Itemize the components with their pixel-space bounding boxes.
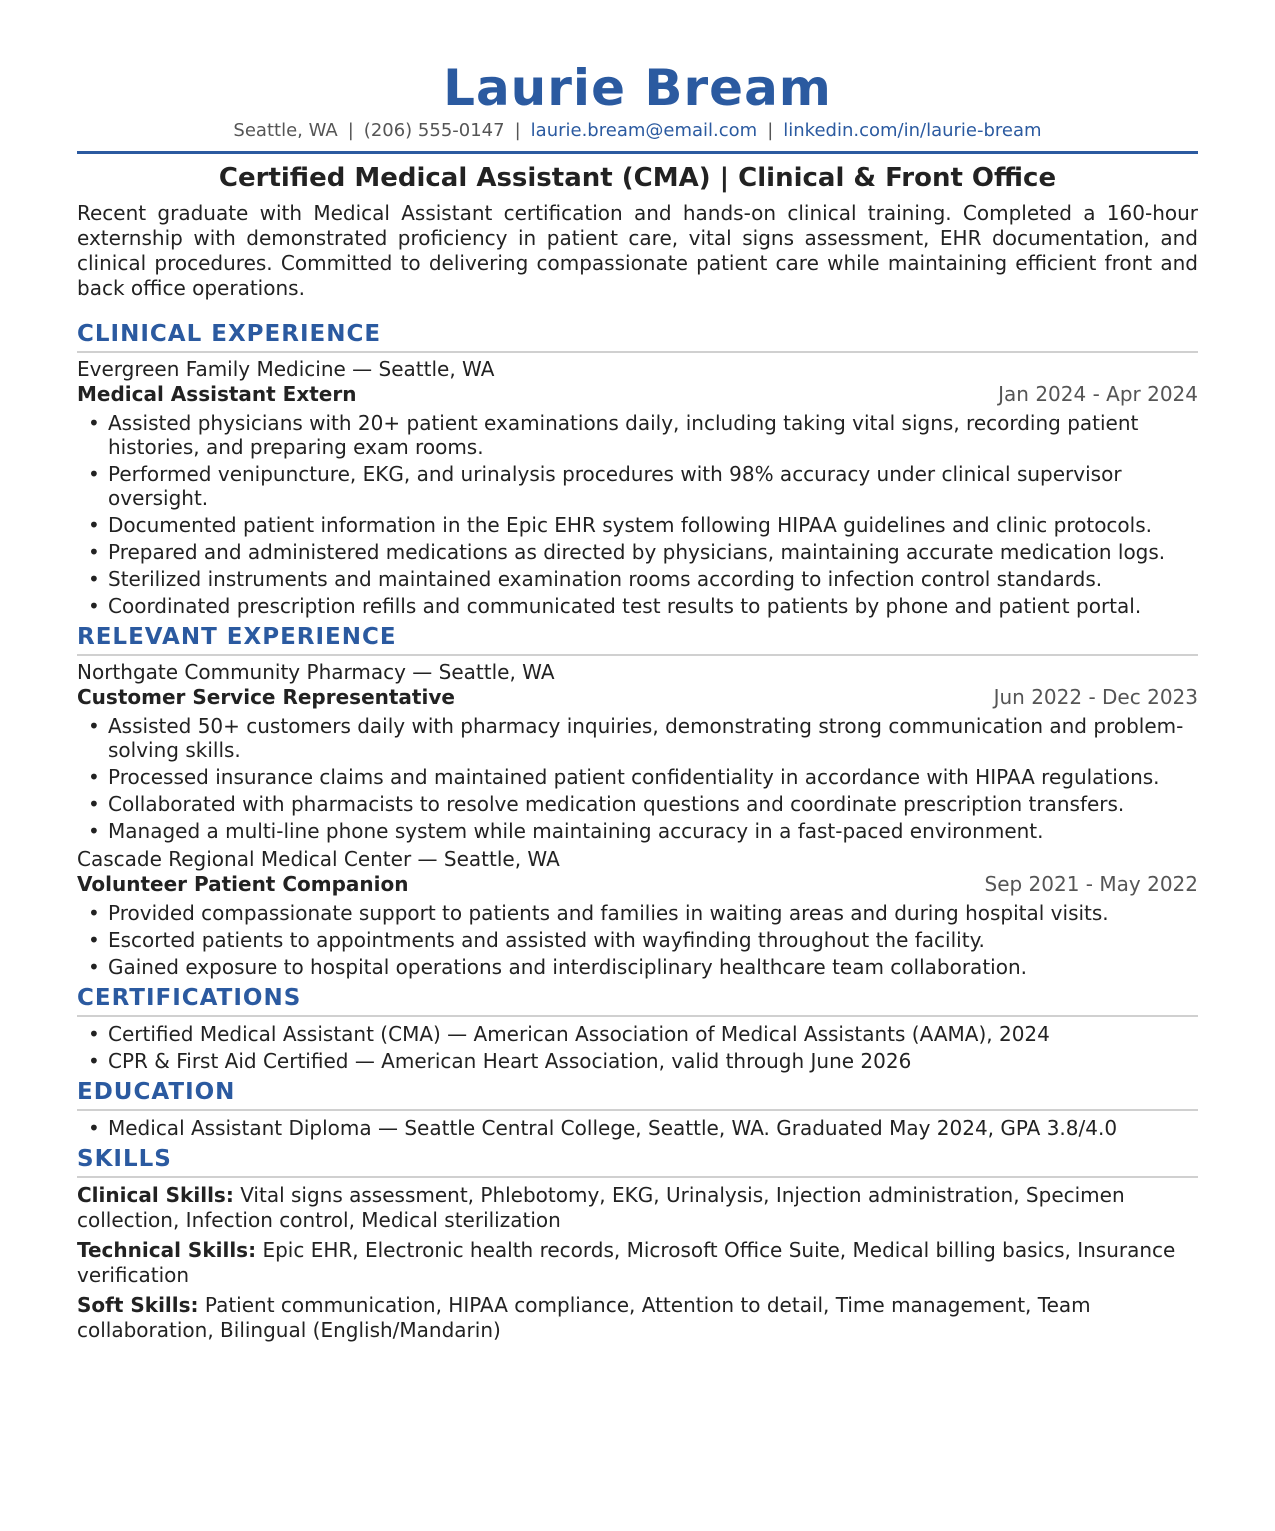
bullet-icon: • — [88, 540, 100, 564]
bullet-text: Managed a multi-line phone system while maintaining accuracy in a fast-paced environment. — [108, 819, 1044, 843]
skill-label: Clinical Skills: — [77, 1183, 234, 1207]
bullet-text: Assisted 50+ customers daily with pharmacy inquiries, demonstrating strong communication and problem-solving skills. — [108, 714, 1184, 762]
skill-text: Epic EHR, Electronic health records, Microsoft Office Suite, Medical billing basics, Insurance verification — [77, 1238, 1176, 1287]
bullet-item — [77, 955, 1198, 979]
job-role-row — [77, 382, 1198, 407]
job-role: Volunteer Patient Companion — [77, 872, 409, 896]
bullet-text: Documented patient information in the Epic EHR system following HIPAA guidelines and clinic protocols. — [108, 513, 1152, 537]
skill-group-clinical — [77, 1183, 1198, 1233]
job-bullets — [77, 901, 1198, 979]
job-role-row — [77, 685, 1198, 710]
education-text: Medical Assistant Diploma — Seattle Central College, Seattle, WA. Graduated May 2024, GPA 3.8/4.0 — [108, 1116, 1118, 1140]
certification-item — [77, 1022, 1198, 1046]
professional-headline: Certified Medical Assistant (CMA) | Clinical & Front Office — [218, 163, 1057, 193]
contact-separator: | — [767, 120, 774, 141]
section-divider — [77, 1109, 1198, 1111]
bullet-item — [77, 928, 1198, 952]
job-role-row — [77, 872, 1198, 897]
skill-group-technical — [77, 1238, 1198, 1288]
bullet-icon: • — [88, 928, 100, 952]
job-bullets — [77, 714, 1198, 843]
skill-label: Technical Skills: — [77, 1238, 257, 1262]
job-dates: Sep 2021 - May 2022 — [984, 872, 1198, 896]
bullet-icon: • — [88, 1049, 100, 1073]
section-title-certifications: CERTIFICATIONS — [77, 985, 302, 1011]
bullet-item — [77, 594, 1198, 618]
bullet-text: Escorted patients to appointments and assisted with wayfinding throughout the facility. — [108, 928, 985, 952]
job-role: Customer Service Representative — [77, 685, 455, 709]
skill-text: Patient communication, HIPAA compliance, Attention to detail, Time management, Team collaboration, Bilingual (English/Mandarin) — [77, 1293, 1091, 1342]
candidate-name: Laurie Bream — [443, 59, 832, 117]
bullet-icon: • — [88, 1116, 100, 1140]
bullet-text: Gained exposure to hospital operations and interdisciplinary healthcare team collaboration. — [108, 955, 1027, 979]
bullet-item — [77, 901, 1198, 925]
bullet-icon: • — [88, 1022, 100, 1046]
bullet-icon: • — [88, 955, 100, 979]
contact-separator: | — [347, 120, 354, 141]
bullet-icon: • — [88, 901, 100, 925]
section-divider — [77, 1176, 1198, 1178]
job-entry — [77, 660, 1198, 843]
bullet-item — [77, 411, 1198, 459]
bullet-item — [77, 819, 1198, 843]
bullet-item — [77, 792, 1198, 816]
section-title-clinical-experience: CLINICAL EXPERIENCE — [77, 321, 382, 347]
email-link[interactable]: laurie.bream@email.com — [530, 120, 758, 141]
section-title-skills: SKILLS — [77, 1146, 172, 1172]
bullet-icon: • — [88, 792, 100, 816]
bullet-text: Collaborated with pharmacists to resolve medication questions and coordinate prescription transfers. — [108, 792, 1125, 816]
bullet-item — [77, 765, 1198, 789]
certification-item — [77, 1049, 1198, 1073]
certifications-list — [77, 1022, 1198, 1073]
bullet-icon: • — [88, 411, 100, 435]
bullet-text: Processed insurance claims and maintained patient confidentiality in accordance with HIPAA regulations. — [108, 765, 1160, 789]
bullet-item — [77, 513, 1198, 537]
bullet-text: Assisted physicians with 20+ patient examinations daily, including taking vital signs, recording patient histories, and preparing exam rooms. — [108, 411, 1139, 459]
job-entry — [77, 847, 1198, 979]
section-divider — [77, 654, 1198, 656]
bullet-icon: • — [88, 462, 100, 486]
job-dates: Jan 2024 - Apr 2024 — [998, 382, 1198, 406]
bullet-icon: • — [88, 594, 100, 618]
bullet-icon: • — [88, 765, 100, 789]
bullet-icon: • — [88, 819, 100, 843]
bullet-icon: • — [88, 567, 100, 591]
bullet-item — [77, 567, 1198, 591]
bullet-icon: • — [88, 714, 100, 738]
bullet-text: Sterilized instruments and maintained examination rooms according to infection control standards. — [108, 567, 1103, 591]
job-company: Northgate Community Pharmacy — Seattle, WA — [77, 660, 555, 684]
job-company: Evergreen Family Medicine — Seattle, WA — [77, 357, 495, 381]
skill-text: Vital signs assessment, Phlebotomy, EKG, Urinalysis, Injection administration, Specimen collection, Infection control, Medical sterilization — [77, 1183, 1125, 1232]
bullet-text: Prepared and administered medications as directed by physicians, maintaining accurate medication logs. — [108, 540, 1166, 564]
bullet-item — [77, 462, 1198, 510]
job-role: Medical Assistant Extern — [77, 382, 357, 406]
bullet-text: Coordinated prescription refills and communicated test results to patients by phone and patient portal. — [108, 594, 1142, 618]
section-divider — [77, 1015, 1198, 1017]
education-list — [77, 1116, 1198, 1140]
bullet-item — [77, 540, 1198, 564]
contact-separator: | — [514, 120, 521, 141]
contact-phone: (206) 555-0147 — [363, 120, 505, 141]
professional-summary: Recent graduate with Medical Assistant certification and hands-on clinical training. Completed a 160-hour externship with demonstrated proficiency in patient care, vital signs assessment, EHR documentation, and clinical procedures. Committed to delivering compassionate patient care while maintaining efficient front and back office operations. — [77, 201, 1198, 300]
bullet-text: Performed venipuncture, EKG, and urinalysis procedures with 98% accuracy under clinical supervisor oversight. — [108, 462, 1122, 510]
job-bullets — [77, 411, 1198, 618]
job-dates: Jun 2022 - Dec 2023 — [993, 685, 1198, 709]
job-entry — [77, 357, 1198, 618]
skill-group-soft — [77, 1293, 1198, 1343]
bullet-text: Provided compassionate support to patients and families in waiting areas and during hospital visits. — [108, 901, 1109, 925]
skill-label: Soft Skills: — [77, 1293, 199, 1317]
linkedin-link[interactable]: linkedin.com/in/laurie-bream — [783, 120, 1042, 141]
section-divider — [77, 351, 1198, 353]
contact-line — [77, 119, 1198, 143]
section-title-education: EDUCATION — [77, 1079, 236, 1105]
certification-text: CPR & First Aid Certified — American Heart Association, valid through June 2026 — [108, 1049, 912, 1073]
bullet-icon: • — [88, 513, 100, 537]
contact-location: Seattle, WA — [233, 120, 338, 141]
certification-text: Certified Medical Assistant (CMA) — American Association of Medical Assistants (AAMA), 2024 — [108, 1022, 1050, 1046]
job-company: Cascade Regional Medical Center — Seattle, WA — [77, 847, 560, 871]
resume-page — [77, 0, 1198, 1343]
bullet-item — [77, 714, 1198, 762]
education-item — [77, 1116, 1198, 1140]
header-divider — [77, 151, 1198, 154]
section-title-relevant-experience: RELEVANT EXPERIENCE — [77, 624, 397, 650]
